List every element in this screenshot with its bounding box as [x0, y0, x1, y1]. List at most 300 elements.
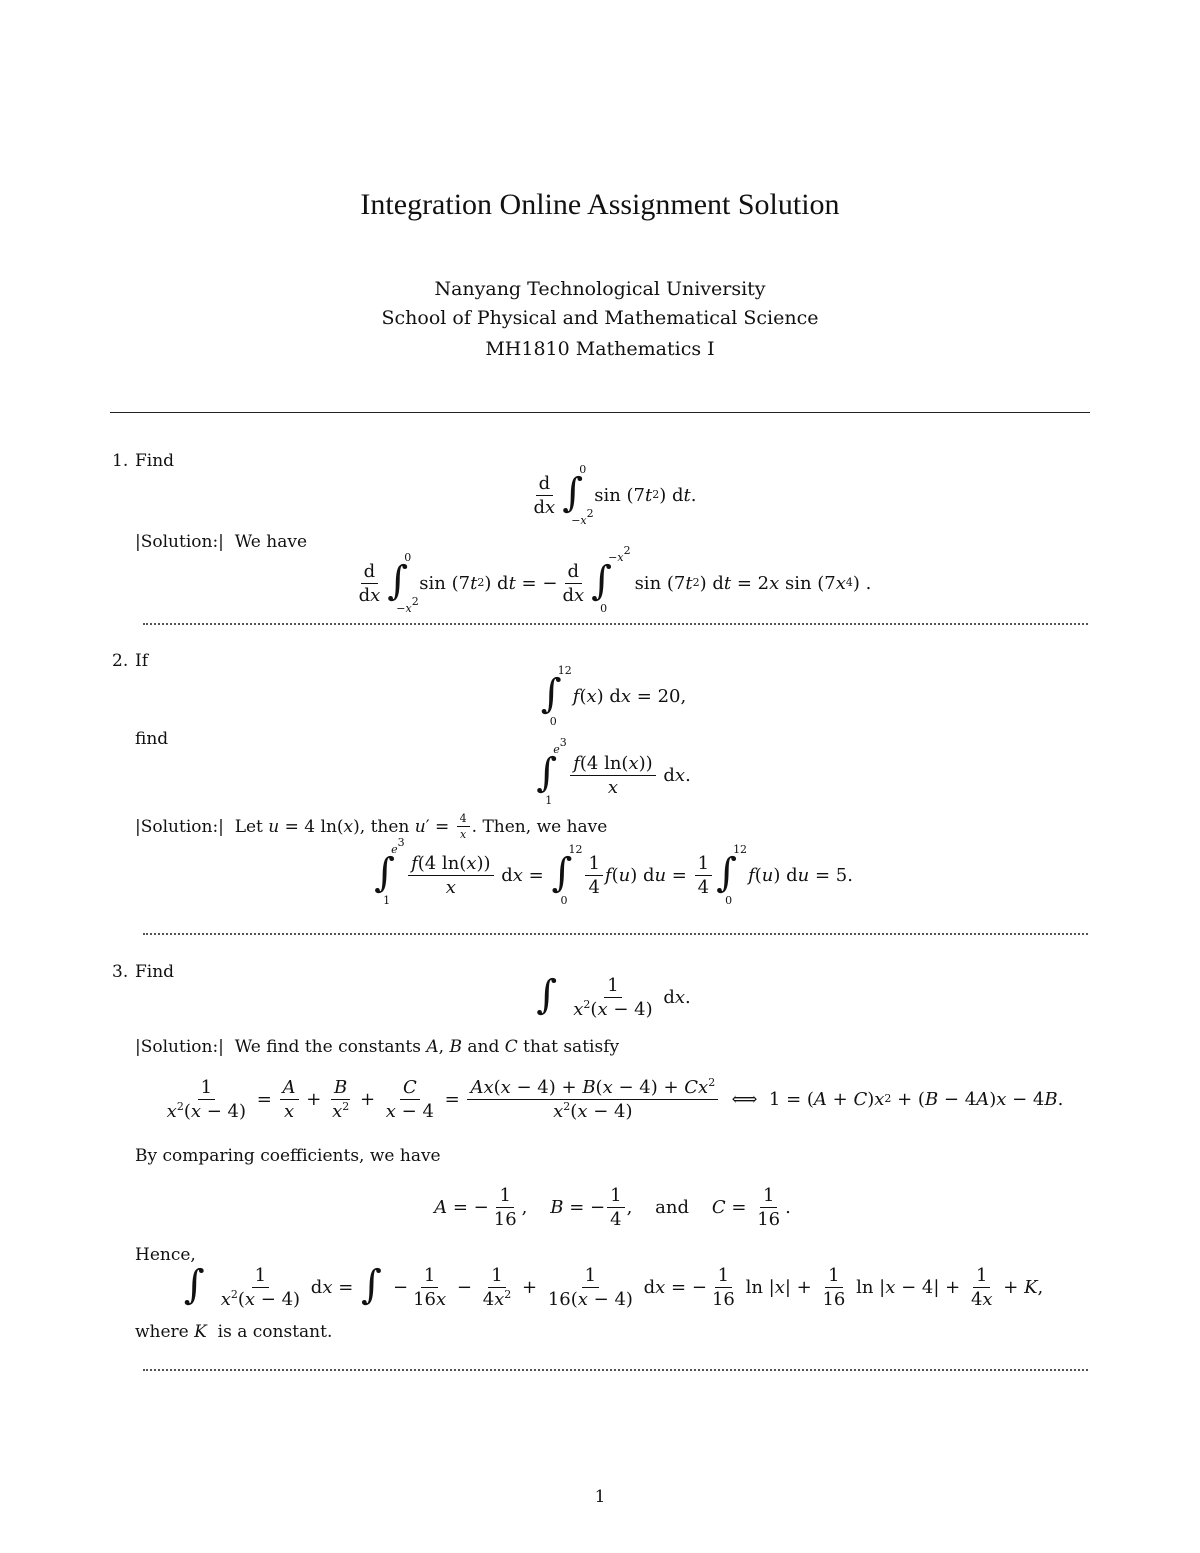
- math-text: ) d: [484, 572, 509, 594]
- fraction-numerator: [488, 1265, 505, 1288]
- fraction-numerator: [331, 1077, 350, 1100]
- math-variable: x: [445, 876, 456, 898]
- fraction-denominator: [480, 1288, 515, 1310]
- math-text: 1: [254, 1264, 267, 1286]
- math-variable: t: [508, 572, 516, 594]
- math-variable: x: [580, 514, 587, 527]
- problem-1-number: 1.: [112, 451, 129, 471]
- integral: [536, 969, 562, 1025]
- math-text: 12: [557, 664, 572, 677]
- math-text: 1: [491, 1264, 503, 1286]
- math-variable: t: [683, 484, 691, 506]
- fraction: [531, 473, 559, 518]
- math-text: = 2: [731, 572, 770, 594]
- math-text: 12: [568, 843, 583, 856]
- math-text: = 5.: [809, 864, 853, 886]
- math-variable: x: [674, 986, 685, 1008]
- math-text: ⟺ 1 = (: [720, 1088, 814, 1110]
- math-text: = −: [447, 1196, 489, 1218]
- fraction-denominator: [585, 876, 602, 898]
- fraction-numerator: [400, 1077, 420, 1100]
- fraction: [408, 853, 493, 898]
- math-text: .: [785, 1196, 791, 1218]
- math-text: 2: [708, 1075, 716, 1089]
- fraction-denominator: [545, 1288, 636, 1310]
- math-text: |Solution:| Let: [135, 816, 269, 837]
- integral: [551, 843, 583, 907]
- math-text: Hence,: [135, 1245, 196, 1265]
- math-text: 4: [482, 1288, 495, 1310]
- math-text: 2: [563, 1099, 571, 1113]
- math-text: d: [538, 472, 551, 494]
- math-text: ,: [438, 1037, 450, 1057]
- math-variable: C: [402, 1076, 417, 1098]
- integral-sign-icon: ∫: [536, 972, 558, 1018]
- fraction: [607, 1185, 624, 1230]
- math-variable: x: [698, 1076, 709, 1098]
- math-variable: x: [190, 1100, 202, 1122]
- fraction: [695, 853, 712, 898]
- math-text: Find: [135, 451, 175, 471]
- math-text: Find: [135, 962, 175, 982]
- problem-3-partial-fraction-equation: [135, 1064, 1090, 1134]
- fraction-denominator: [531, 496, 559, 518]
- math-variable: x: [835, 572, 846, 594]
- math-text: 16: [413, 1288, 436, 1310]
- problem-3-question-equation: [135, 962, 1090, 1032]
- math-text: ln |: [850, 1276, 886, 1298]
- math-text: sin (7: [419, 572, 471, 594]
- fraction-denominator: [457, 827, 469, 841]
- math-text: ln |: [739, 1276, 775, 1298]
- integral-upper-limit: [568, 843, 582, 856]
- fraction: [329, 1077, 352, 1122]
- math-text: ): [989, 1088, 997, 1110]
- math-text: If: [135, 651, 149, 671]
- math-text: d: [657, 986, 675, 1008]
- math-text: +: [997, 1276, 1025, 1298]
- math-variable: x: [343, 816, 354, 837]
- math-variable: f: [573, 752, 580, 774]
- problem-3-comparing-text: [135, 1146, 441, 1166]
- math-variable: x: [385, 1100, 396, 1122]
- math-superscript: [504, 1288, 511, 1301]
- integral-sign-icon: ∫: [551, 850, 573, 896]
- math-text: =: [251, 1088, 278, 1110]
- math-text: − 4): [587, 1288, 633, 1310]
- math-variable: x: [628, 752, 639, 774]
- math-text: =: [666, 864, 693, 886]
- math-text: and: [461, 1037, 505, 1057]
- fraction-numerator: [565, 561, 583, 584]
- math-variable: x: [220, 1288, 231, 1310]
- math-variable: t: [645, 484, 653, 506]
- fraction-denominator: [968, 1288, 996, 1310]
- math-text: ): [867, 1088, 875, 1110]
- integral: [374, 836, 405, 907]
- math-text: ) .: [852, 572, 872, 594]
- integral-sign-icon: ∫: [183, 1262, 205, 1308]
- integral-sign-icon: ∫: [716, 850, 737, 896]
- math-text: 0: [404, 551, 412, 564]
- math-text: 1: [588, 852, 600, 874]
- fraction-denominator: [819, 1288, 848, 1310]
- fraction: [570, 975, 655, 1020]
- math-text: )): [638, 752, 653, 774]
- fraction-numerator: [536, 473, 554, 496]
- math-variable: x: [545, 496, 556, 518]
- math-variable: x: [244, 1288, 256, 1310]
- fraction: [585, 853, 602, 898]
- separator-3: [143, 1369, 1088, 1371]
- math-variable: e: [553, 743, 560, 756]
- integral-upper-limit: [404, 551, 411, 564]
- math-text: 2: [477, 576, 485, 589]
- math-text: 2: [652, 488, 660, 501]
- course-name: MH1810 Mathematics I: [485, 338, 715, 360]
- math-text: 4: [845, 576, 853, 589]
- school-name: School of Physical and Mathematical Science: [381, 307, 819, 329]
- page-number: 1: [594, 1487, 606, 1507]
- math-text: 2: [583, 997, 591, 1011]
- fraction-numerator: [467, 1077, 718, 1100]
- problem-1-solution-equation: [135, 544, 1090, 618]
- math-text: ) d: [630, 864, 655, 886]
- math-text: 0: [560, 894, 568, 907]
- math-variable: B: [449, 1037, 462, 1057]
- math-text: −: [393, 1276, 409, 1298]
- fraction-numerator: [825, 1265, 842, 1288]
- math-text: is a constant.: [206, 1322, 333, 1342]
- fraction: [754, 1185, 783, 1230]
- math-superscript: [231, 1288, 238, 1301]
- fraction-numerator: [570, 753, 655, 776]
- math-variable: t: [723, 572, 732, 594]
- math-text: d: [533, 496, 546, 518]
- fraction-denominator: [605, 776, 621, 798]
- math-superscript: [708, 1076, 715, 1089]
- math-variable: x: [597, 998, 608, 1020]
- math-text: 2: [586, 507, 594, 520]
- math-variable: x: [577, 1100, 588, 1122]
- math-text: +: [826, 1088, 854, 1110]
- fraction-denominator: [383, 1100, 437, 1122]
- math-variable: u: [761, 864, 774, 886]
- fraction-denominator: [218, 1288, 303, 1310]
- integral-lower-limit: [560, 894, 567, 907]
- math-text: =: [332, 1276, 359, 1298]
- math-text: = −: [665, 1276, 707, 1298]
- math-variable: x: [996, 1088, 1007, 1110]
- math-text: (: [570, 1100, 578, 1122]
- fraction-numerator: [585, 853, 602, 876]
- problem-2-solution-intro: [135, 812, 607, 841]
- fraction: [570, 753, 655, 798]
- math-text: 16: [822, 1288, 846, 1310]
- math-variable: u: [268, 816, 280, 837]
- math-text: 16: [493, 1208, 517, 1230]
- math-variable: x: [460, 828, 467, 841]
- math-text: d: [495, 864, 513, 886]
- integral: [387, 551, 419, 615]
- math-variable: x: [166, 1100, 177, 1122]
- math-text: where: [135, 1322, 195, 1342]
- math-text: ′ =: [425, 816, 455, 837]
- integral-sign-icon: ∫: [591, 558, 612, 604]
- integral-upper-limit: [558, 664, 572, 677]
- integral: [562, 463, 594, 527]
- math-variable: x: [332, 1100, 343, 1122]
- problem-2-solution-equation: [135, 836, 1090, 910]
- math-variable: x: [586, 685, 597, 707]
- math-text: − 4) +: [612, 1076, 685, 1098]
- integral-upper-limit: [733, 843, 747, 856]
- fraction-denominator: [550, 1100, 635, 1122]
- math-text: =: [725, 1196, 753, 1218]
- math-text: ,: [1037, 1276, 1044, 1298]
- problem-3-number: 3.: [112, 962, 129, 982]
- math-text: (: [595, 1076, 603, 1098]
- math-variable: C: [504, 1037, 518, 1057]
- math-text: +: [516, 1276, 543, 1298]
- integral-lower-limit: [383, 894, 390, 907]
- math-text: that satisfy: [517, 1037, 620, 1057]
- math-variable: B: [582, 1076, 596, 1098]
- math-text: find: [135, 729, 169, 749]
- math-variable: A: [434, 1196, 448, 1218]
- math-text: − 4): [201, 1100, 247, 1122]
- math-variable: C: [853, 1088, 868, 1110]
- math-text: 12: [733, 843, 748, 856]
- fraction: [164, 1077, 249, 1122]
- math-text: .: [1057, 1088, 1064, 1110]
- math-variable: e: [391, 843, 398, 856]
- integral: [184, 1259, 210, 1315]
- problem-3-constant-note: [135, 1322, 332, 1342]
- math-text: (: [590, 998, 598, 1020]
- math-variable: f: [411, 852, 418, 874]
- math-text: 3: [397, 836, 405, 849]
- math-text: 3: [559, 736, 567, 749]
- math-text: + (: [891, 1088, 925, 1110]
- math-variable: u: [797, 864, 810, 886]
- math-text: .: [685, 764, 691, 786]
- math-text: = 4 ln(: [279, 816, 344, 837]
- math-variable: A: [282, 1076, 296, 1098]
- math-variable: x: [512, 864, 523, 886]
- math-text: , and: [626, 1196, 712, 1218]
- math-variable: f: [748, 864, 755, 886]
- math-variable: A: [470, 1076, 484, 1098]
- math-text: = 20,: [631, 685, 687, 707]
- math-text: 1: [828, 1264, 840, 1286]
- fraction: [968, 1265, 996, 1310]
- math-text: − 4: [938, 1088, 977, 1110]
- math-text: (: [579, 685, 587, 707]
- math-text: −: [451, 1276, 478, 1298]
- math-text: 4: [459, 812, 467, 825]
- math-text: 4: [970, 1288, 983, 1310]
- fraction-numerator: [280, 1077, 299, 1100]
- math-text: ) d: [773, 864, 798, 886]
- math-variable: K: [194, 1322, 207, 1342]
- math-text: )): [476, 852, 491, 874]
- fraction-numerator: [361, 561, 379, 584]
- math-variable: B: [550, 1196, 564, 1218]
- math-text: 0: [579, 463, 587, 476]
- math-variable: B: [1044, 1088, 1058, 1110]
- fraction-numerator: [252, 1265, 269, 1288]
- problem-3-result-equation: [135, 1252, 1090, 1322]
- math-superscript: [624, 544, 631, 557]
- math-text: (: [754, 864, 762, 886]
- math-text: 2: [176, 1099, 184, 1113]
- math-text: 1: [545, 794, 553, 807]
- math-text: =: [522, 864, 550, 886]
- fraction: [467, 1077, 718, 1122]
- fraction-denominator: [491, 1208, 520, 1230]
- fraction: [356, 561, 384, 606]
- math-text: 2: [411, 595, 419, 608]
- math-variable: x: [769, 572, 780, 594]
- math-text: d: [637, 1276, 656, 1298]
- math-text: − 4: [1006, 1088, 1045, 1110]
- math-text: 1: [976, 1264, 988, 1286]
- math-text: sin (7: [623, 572, 686, 594]
- fraction: [480, 1265, 515, 1310]
- fraction: [491, 1185, 520, 1230]
- math-variable: u: [654, 864, 667, 886]
- integral: [361, 1259, 387, 1315]
- math-text: − 4) +: [510, 1076, 583, 1098]
- math-text: 4: [610, 1208, 622, 1230]
- math-text: .: [690, 484, 697, 506]
- fraction: [709, 1265, 738, 1310]
- math-text: = −: [563, 1196, 606, 1218]
- math-text: (: [493, 1076, 501, 1098]
- problem-2-number: 2.: [112, 651, 129, 671]
- fraction: [559, 561, 587, 606]
- math-superscript: [398, 836, 405, 849]
- math-text: (: [611, 864, 619, 886]
- math-variable: x: [494, 1288, 505, 1310]
- fraction-denominator: [410, 1288, 449, 1310]
- math-variable: t: [685, 572, 693, 594]
- math-text: 1: [607, 974, 619, 996]
- math-variable: x: [602, 1076, 613, 1098]
- math-variable: x: [436, 1288, 447, 1310]
- integral-sign-icon: ∫: [536, 750, 558, 796]
- math-text: d: [363, 560, 376, 582]
- math-variable: x: [283, 1100, 295, 1122]
- math-variable: B: [334, 1076, 348, 1098]
- math-variable: x: [553, 1100, 564, 1122]
- math-text: =: [438, 1088, 466, 1110]
- math-text: d: [657, 764, 675, 786]
- fraction-denominator: [443, 876, 459, 898]
- math-text: 1: [610, 1184, 622, 1206]
- math-text: ), then: [353, 816, 415, 837]
- math-text: ) d: [699, 572, 724, 594]
- math-text: +: [300, 1088, 328, 1110]
- header-rule: [110, 412, 1090, 413]
- fraction-denominator: [281, 1100, 297, 1122]
- math-text: ,: [521, 1196, 551, 1218]
- fraction: [545, 1265, 636, 1310]
- integral-upper-limit: [608, 544, 631, 564]
- math-text: 2: [884, 1092, 892, 1105]
- math-variable: f: [572, 685, 580, 707]
- math-text: d: [305, 1276, 323, 1298]
- math-text: 16(: [547, 1288, 578, 1310]
- math-text: By comparing coefficients, we have: [135, 1146, 441, 1166]
- document-title: Integration Online Assignment Solution: [360, 188, 840, 221]
- math-variable: x: [655, 1276, 666, 1298]
- fraction-denominator: [695, 876, 712, 898]
- math-text: d: [562, 584, 574, 606]
- math-text: − 4): [607, 998, 653, 1020]
- separator-2: [143, 933, 1088, 935]
- math-text: (: [183, 1100, 191, 1122]
- integral-sign-icon: ∫: [540, 671, 562, 717]
- math-variable: x: [466, 852, 477, 874]
- integral-lower-limit: [725, 894, 732, 907]
- math-text: 0: [600, 602, 608, 615]
- math-text: 1: [200, 1076, 213, 1098]
- math-variable: x: [577, 1288, 588, 1310]
- fraction-numerator: [760, 1185, 777, 1208]
- fraction-denominator: [607, 1208, 624, 1230]
- math-text: 16: [711, 1288, 735, 1310]
- math-text: ) d: [659, 484, 684, 506]
- math-variable: C: [684, 1076, 699, 1098]
- integral: [540, 664, 572, 728]
- math-variable: x: [617, 551, 624, 564]
- integral-upper-limit: [553, 736, 567, 756]
- math-text: − 4: [395, 1100, 434, 1122]
- math-variable: x: [500, 1076, 511, 1098]
- fraction-numerator: [715, 1265, 732, 1288]
- math-text: d: [567, 560, 580, 582]
- math-variable: x: [573, 998, 584, 1020]
- math-text: − 4): [255, 1288, 301, 1310]
- integral-lower-limit: [550, 715, 557, 728]
- math-text: 1: [717, 1264, 730, 1286]
- math-variable: B: [924, 1088, 939, 1110]
- math-superscript: [177, 1100, 184, 1113]
- fraction-numerator: [496, 1185, 513, 1208]
- integral-sign-icon: ∫: [387, 558, 409, 604]
- math-text: − 4| +: [895, 1276, 966, 1298]
- math-text: − 4): [587, 1100, 633, 1122]
- integral-upper-limit: [579, 463, 586, 476]
- math-text: ) d: [596, 685, 621, 707]
- problem-3-solution-intro: [135, 1037, 619, 1057]
- math-variable: x: [674, 764, 686, 786]
- math-text: 2: [692, 576, 700, 589]
- math-text: (4 ln(: [417, 852, 467, 874]
- math-text: 2: [623, 544, 631, 557]
- problem-3-coefficients-equation: [135, 1172, 1090, 1242]
- math-variable: x: [370, 584, 381, 606]
- fraction-denominator: [559, 584, 587, 606]
- fraction-denominator: [709, 1288, 738, 1310]
- math-superscript: [587, 507, 594, 520]
- fraction-numerator: [198, 1077, 215, 1100]
- math-variable: u: [414, 816, 426, 837]
- math-variable: x: [874, 1088, 885, 1110]
- math-text: d: [358, 584, 371, 606]
